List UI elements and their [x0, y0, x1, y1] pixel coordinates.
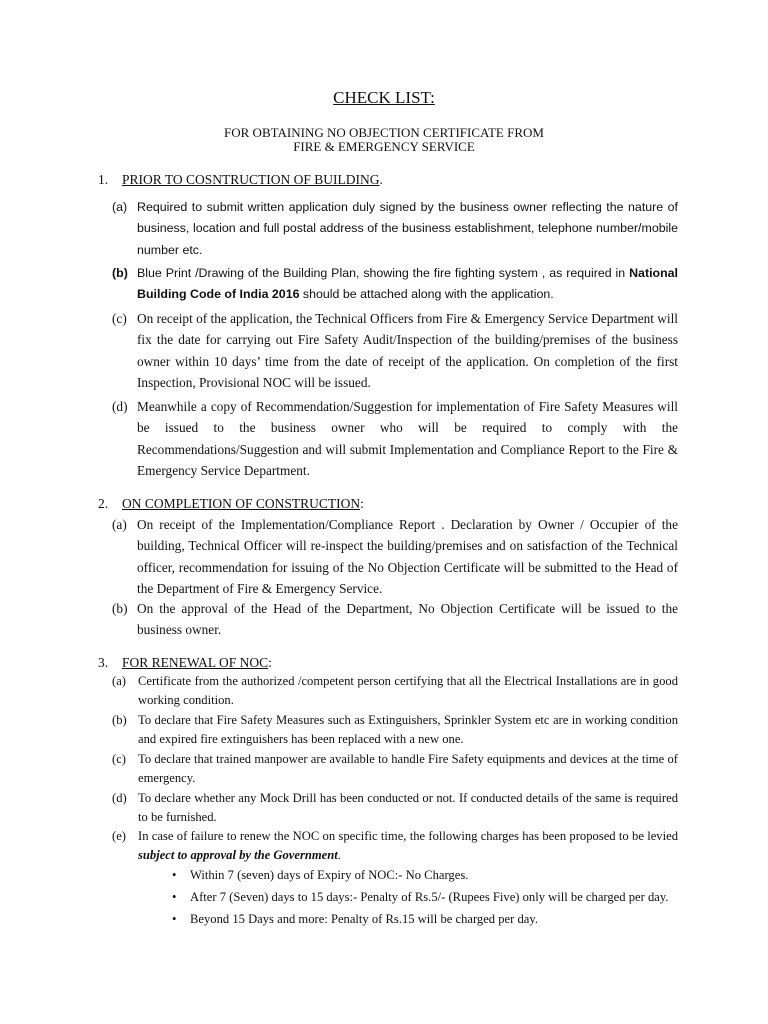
section-heading-text: PRIOR TO COSNTRUCTION OF BUILDING: [122, 172, 380, 187]
item-text-part-1: Blue Print /Drawing of the Building Plan, showing the fire fighting system , as required in: [137, 266, 630, 280]
section-1-item-a: [112, 197, 678, 261]
item-text-part-2: .: [337, 847, 341, 862]
item-text: Certificate from the authorized /competent person certifying that all the Electrical Installations are in good working condition.: [138, 674, 678, 707]
section-heading-text: FOR RENEWAL OF NOC: [122, 655, 269, 670]
section-1-item-b: [112, 263, 678, 306]
item-label: (d): [112, 791, 127, 805]
item-text-bold: subject to approval by the Government: [138, 847, 338, 862]
item-label: (a): [112, 517, 127, 532]
section-heading-suffix: .: [379, 172, 383, 187]
section-number: 3.: [98, 655, 109, 670]
section-3-heading: [98, 655, 272, 671]
item-label: (b): [112, 266, 128, 280]
section-heading-suffix: :: [268, 655, 272, 670]
item-text: [112, 263, 678, 306]
item-label: (a): [112, 674, 126, 688]
item-label: (d): [112, 399, 128, 414]
section-3-item-d: [112, 789, 678, 827]
item-text: On the approval of the Head of the Department, No Objection Certificate will be issued to the business owner.: [137, 601, 678, 638]
item-text: Required to submit written application duly signed by the business owner reflecting the nature of business, location and full postal address of the business establishment, telephone number/mobile number etc.: [137, 200, 678, 257]
bullet-item: [170, 888, 680, 907]
item-label: (e): [112, 829, 126, 843]
item-text: [112, 827, 678, 865]
section-1-item-d: [112, 396, 678, 482]
bullet-text: After 7 (Seven) days to 15 days:- Penalty of Rs.5/- (Rupees Five) only will be charged per day.: [190, 889, 669, 904]
bullet-item: [170, 910, 680, 929]
section-3-item-c: [112, 750, 678, 788]
item-text: To declare that Fire Safety Measures such as Extinguishers, Sprinkler System etc are in working condition and expired fire extinguishers has been replaced with a new one.: [138, 713, 678, 746]
item-label: (b): [112, 601, 128, 616]
section-1-item-c: [112, 308, 678, 394]
bullet-item: [170, 866, 680, 885]
section-2-item-a: [112, 514, 678, 600]
section-heading-text: ON COMPLETION OF CONSTRUCTION: [122, 496, 361, 511]
item-text: On receipt of the application, the Technical Officers from Fire & Emergency Service Department will fix the date for carrying out Fire Safety Audit/Inspection of the building/premises of the business owner within 10 days’ time from the date of receipt of the application. On completion of the first Inspection, Provisional NOC will be issued.: [137, 311, 678, 391]
section-number: 2.: [98, 496, 109, 511]
section-3-item-e: [112, 827, 678, 865]
bullet-text: Beyond 15 Days and more: Penalty of Rs.15 will be charged per day.: [190, 911, 539, 926]
item-text-bold: National Building Code of India 2016: [137, 266, 678, 302]
section-number: 1.: [98, 172, 109, 187]
item-label: (c): [112, 311, 127, 326]
section-3-item-a: [112, 672, 678, 710]
bullet-icon: •: [172, 868, 177, 882]
section-2-item-b: [112, 598, 678, 641]
section-1-heading: [98, 172, 383, 188]
page-title: CHECK LIST:: [333, 88, 435, 107]
section-heading-suffix: :: [360, 496, 364, 511]
item-text: Meanwhile a copy of Recommendation/Suggestion for implementation of Fire Safety Measures will be issued to the business owner who will be required to comply with the Recommendations/Suggestion and will submit Implementation and Compliance Report to the Fire & Emergency Service Department.: [137, 399, 678, 479]
bullet-icon: •: [172, 911, 177, 926]
item-label: (b): [112, 713, 127, 727]
item-text-part-1: In case of failure to renew the NOC on specific time, the following charges has been proposed to be levied: [138, 829, 678, 843]
subtitle-line-1: FOR OBTAINING NO OBJECTION CERTIFICATE FROM: [224, 125, 544, 140]
section-2-heading: [98, 496, 364, 512]
item-label: (a): [112, 200, 128, 214]
subtitle-line-2: FIRE & EMERGENCY SERVICE: [293, 139, 475, 154]
item-label: (c): [112, 752, 126, 766]
page-subtitle: [0, 126, 768, 154]
item-text: On receipt of the Implementation/Compliance Report . Declaration by Owner / Occupier of the building, Technical Officer will re-inspect the building/premises and on satisfaction of the Technical officer, recommendation for issuing of the No Objection Certificate will be submitted to the Head of the Department of Fire & Emergency Service.: [137, 517, 678, 597]
item-text: To declare whether any Mock Drill has been conducted or not. If conducted details of the same is required to be furnished.: [138, 791, 678, 824]
item-text: To declare that trained manpower are available to handle Fire Safety equipments and devices at the time of emergency.: [138, 752, 678, 785]
bullet-text: Within 7 (seven) days of Expiry of NOC:- No Charges.: [190, 868, 469, 882]
bullet-icon: •: [172, 889, 177, 904]
penalty-bullet-list: [170, 866, 680, 931]
item-text-part-2: should be attached along with the application.: [299, 287, 554, 302]
section-3-item-b: [112, 711, 678, 749]
